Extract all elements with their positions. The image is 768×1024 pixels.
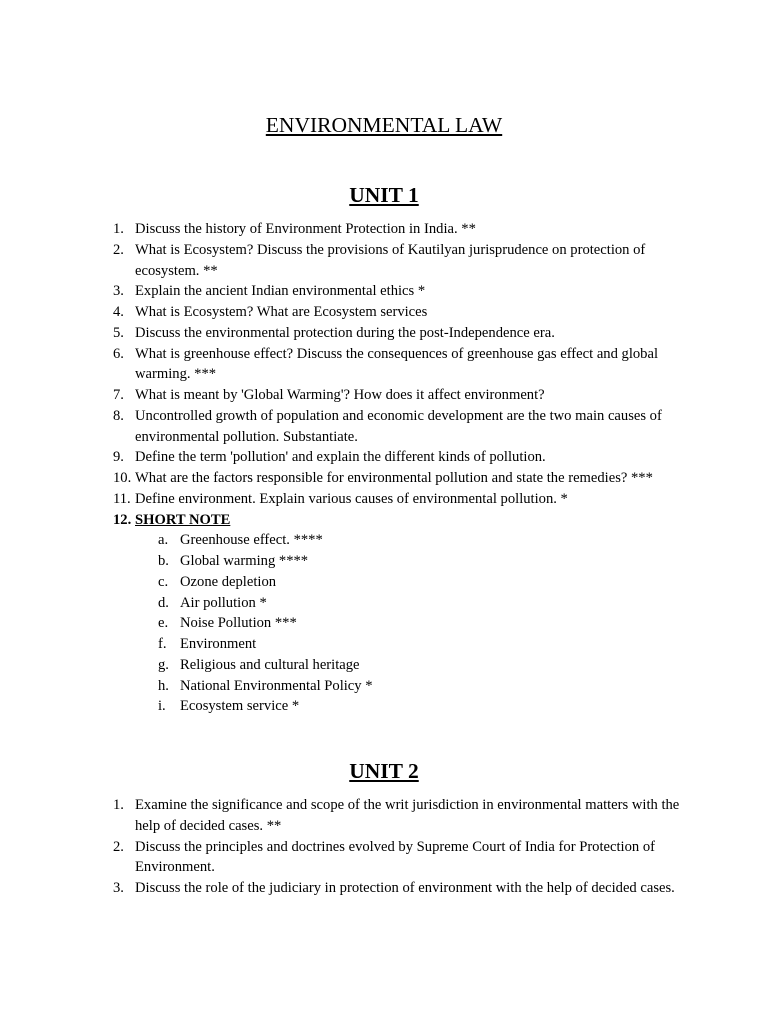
short-note-topic <box>135 655 680 676</box>
question-item <box>0 447 680 468</box>
question-text: What is meant by 'Global Warming'? How does it affect environment? <box>135 387 545 403</box>
unit-2-heading: UNIT 2 <box>349 759 419 783</box>
question-item <box>0 468 680 489</box>
question-text: Explain the ancient Indian environmental ethics * <box>135 283 426 300</box>
question-number: 12. <box>113 511 132 528</box>
question-number: 2. <box>113 241 124 258</box>
topic-letter: a. <box>158 532 169 549</box>
question-text: Define the term 'pollution' and explain the different kinds of pollution. <box>135 449 546 466</box>
question-item <box>0 323 680 344</box>
document-title: ENVIRONMENTAL LAW <box>265 113 503 137</box>
short-note-list <box>135 530 680 717</box>
question-number: 3. <box>113 283 124 300</box>
question-item <box>0 302 680 323</box>
topic-text: Global warming **** <box>180 553 309 569</box>
question-number: 1. <box>113 221 124 237</box>
short-note-label: SHORT NOTE <box>135 511 231 528</box>
topic-text: Greenhouse effect. **** <box>180 532 323 549</box>
unit-2-question-list <box>0 795 680 899</box>
short-note-item <box>0 510 680 718</box>
topic-text: Religious and cultural heritage <box>180 656 360 673</box>
question-item <box>0 281 680 302</box>
topic-letter: e. <box>158 615 169 632</box>
question-text: Examine the significance and scope of the writ jurisdiction in environmental matters with the help of decided cases. ** <box>135 797 680 834</box>
unit-1-question-list <box>0 219 680 717</box>
question-item <box>0 489 680 510</box>
question-item <box>0 240 680 282</box>
question-text: What is greenhouse effect? Discuss the consequences of greenhouse gas effect and global warming. *** <box>135 345 659 383</box>
topic-letter: d. <box>158 594 169 611</box>
topic-text: National Environmental Policy * <box>180 677 373 694</box>
short-note-topic <box>135 551 680 572</box>
question-number: 3. <box>113 880 124 896</box>
question-text: Define environment. Explain various causes of environmental pollution. * <box>135 490 568 507</box>
topic-letter: g. <box>158 656 169 673</box>
question-number: 2. <box>113 838 124 855</box>
question-text: What is Ecosystem? What are Ecosystem services <box>135 304 428 320</box>
question-item <box>0 837 680 879</box>
topic-text: Noise Pollution *** <box>180 615 297 632</box>
question-number: 5. <box>113 324 124 341</box>
question-number: 6. <box>113 345 124 362</box>
question-number: 10. <box>113 470 132 486</box>
question-number: 11. <box>113 490 131 507</box>
topic-text: Air pollution * <box>180 594 267 611</box>
short-note-topic <box>135 634 680 655</box>
topic-letter: i. <box>158 698 166 715</box>
question-number: 7. <box>113 387 124 403</box>
question-text: What is Ecosystem? Discuss the provisions of Kautilyan jurisprudence on protection of ecosystem. ** <box>135 241 646 279</box>
topic-letter: h. <box>158 677 169 694</box>
short-note-topic <box>135 530 680 551</box>
question-number: 1. <box>113 797 124 813</box>
question-item <box>0 344 680 386</box>
question-number: 9. <box>113 449 124 466</box>
short-note-topic <box>135 572 680 593</box>
unit-1-heading: UNIT 1 <box>349 183 419 207</box>
question-text: Uncontrolled growth of population and economic development are the two main causes of environmental pollution. Substantiate. <box>135 407 662 445</box>
question-item <box>0 795 680 837</box>
question-number: 4. <box>113 304 124 320</box>
question-text: Discuss the principles and doctrines evolved by Supreme Court of India for Protection of Environment. <box>135 838 655 876</box>
question-text: Discuss the role of the judiciary in protection of environment with the help of decided cases. <box>135 880 675 896</box>
topic-letter: b. <box>158 553 169 569</box>
short-note-topic <box>135 696 680 717</box>
question-text: Discuss the environmental protection during the post-Independence era. <box>135 324 555 341</box>
question-item <box>0 385 680 406</box>
topic-letter: f. <box>158 636 167 652</box>
topic-letter: c. <box>158 573 169 590</box>
topic-text: Environment <box>180 636 257 652</box>
topic-text: Ozone depletion <box>180 573 277 590</box>
question-item <box>0 219 680 240</box>
question-text: Discuss the history of Environment Protection in India. ** <box>135 221 476 237</box>
question-text: What are the factors responsible for environmental pollution and state the remedies? *** <box>135 470 653 486</box>
question-item <box>0 878 680 899</box>
short-note-topic <box>135 676 680 697</box>
short-note-topic <box>135 613 680 634</box>
question-item <box>0 406 680 448</box>
short-note-topic <box>135 593 680 614</box>
question-number: 8. <box>113 407 124 424</box>
topic-text: Ecosystem service * <box>180 698 300 715</box>
